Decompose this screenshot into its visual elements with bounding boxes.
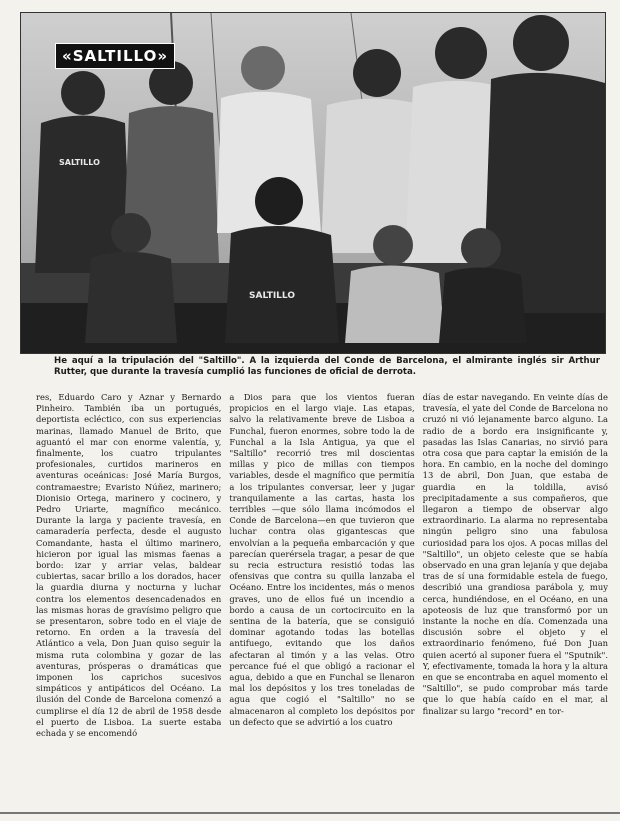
crew-photo <box>20 12 606 354</box>
article-column-2: a Dios para que los vientos fueran propicios en el largo viaje. Las etapas, salvo la relativamente breve de Lisboa a Funchal, fueron enormes, sobre todo la de Funchal a la Isla Antigua, ya que el "Saltillo" recorrió tres mil doscientas millas y pico de millas con tiempos variables, desde el magnífico que permitía a los tripulantes conversar, leer y jugar tranquilamente a las cartas, hasta los terribles —que sólo llama incómodos el Conde de Barcelona—en que tuvieron que luchar contra olas gigantescas que envolvían a la pequeña embarcación y que parecían querérsela tragar, a pesar de que su recia estructura resistió todas las ofensivas que contra su quilla lanzaba el Océano. Entre los incidentes, más o menos graves, uno de ellos fué un incendio a bordo a causa de un cortocircuito en la sentina de la batería, que se consiguió dominar agotando todas las botellas antifuego, evitando que los daños afectaran al timón y a las velas. Otro percance fué el que obligó a racionar el agua, debido a que en Funchal se llenaron mal los depósitos y los tres toneladas de agua que cogió el "Saltillo" no se almacenaron al completo los depósitos por un defecto que se advirtió a los cuatro <box>229 392 415 727</box>
page-bottom-rule <box>0 812 620 814</box>
photo-caption: He aquí a la tripulación del "Saltillo". A la izquierda del Conde de Barcelona, el almirante inglés sir Arthur Rutter, que durante la travesía cumplió las funciones de oficial de derrota. <box>54 356 600 377</box>
article-column-3: días de estar navegando. En veinte días de travesía, el yate del Conde de Barcelona no cruzó ni vió lejanamente barco alguno. La radio de a bordo era insignificante y, pasadas las Islas Canarias, no sirvió para otra cosa que para captar la emisión de la hora. En cambio, en la noche del domingo 13 de abril, Don Juan, que estaba de guardia en la toldilla, avisó precipitadamente a sus compañeros, que llegaron a tiempo de observar algo extraordinario. La alarma no representaba ningún peligro sino una fabulosa curiosidad para los ojos. A pocas millas del "Saltillo", un objeto celeste que se había observado en una gran lejanía y que dejaba tras de sí una formidable estela de fuego, describió una grandiosa parábola y, muy cerca, hundiéndose, en el Océano, en una apoteosis de luz que transformó por un instante la noche en día. Comenzada una discusión sobre el objeto y el extraordinario fenómeno, fué Don Juan quien acertó al suponer fuera el "Sputnik". Y, efectivamente, tomada la hora y la altura en que se encontraba en aquel momento el "Saltillo", se pudo comprobar más tarde que lo que había caído en el mar, al finalizar su largo "record" en tor- <box>422 392 608 716</box>
article-body <box>36 392 608 804</box>
shirt-text-left: SALTILLO <box>59 158 100 167</box>
shirt-text-front: SALTILLO <box>249 291 295 301</box>
article-column-1: res, Eduardo Caro y Aznar y Bernardo Pinheiro. También iba un portugués, deportista ecléctico, con sus experiencias marinas, llamado Manuel de Brito, que aguantó el mar con enorme valentía, y, finalmente, los cuatro tripulantes profesionales, curtidos marineros en aventuras oceánicas: José María Burgos, contramaestre; Evaristo Núñez, marinero; Dionisio Ortega, marinero y cocinero, y Pedro Uriarte, magnífico mecánico. Durante la larga y paciente travesía, en camaradería perfecta, desde el augusto Comandante, hasta el último marinero, hicieron por igual las mismas faenas a bordo: izar y arriar velas, baldear cubiertas, sacar brillo a los dorados, hacer la guardia diurna y nocturna y luchar contra los elementos desencadenados en las mismas horas de gravísimo peligro que se presentaron, sobre todo en el viaje de retorno. En orden a la travesía del Atlántico a vela, Don Juan quiso seguir la misma ruta colombina y gozar de las aventuras, prósperas o dramáticas que imponen los caprichos sucesivos simpáticos y antipáticos del Océano. La ilusión del Conde de Barcelona comenzó a cumplirse el día 12 de abril de 1958 desde el puerto de Lisboa. La suerte estaba echada y se encomendó <box>36 392 222 739</box>
saltillo-title-tag: «SALTILLO» <box>55 43 175 69</box>
